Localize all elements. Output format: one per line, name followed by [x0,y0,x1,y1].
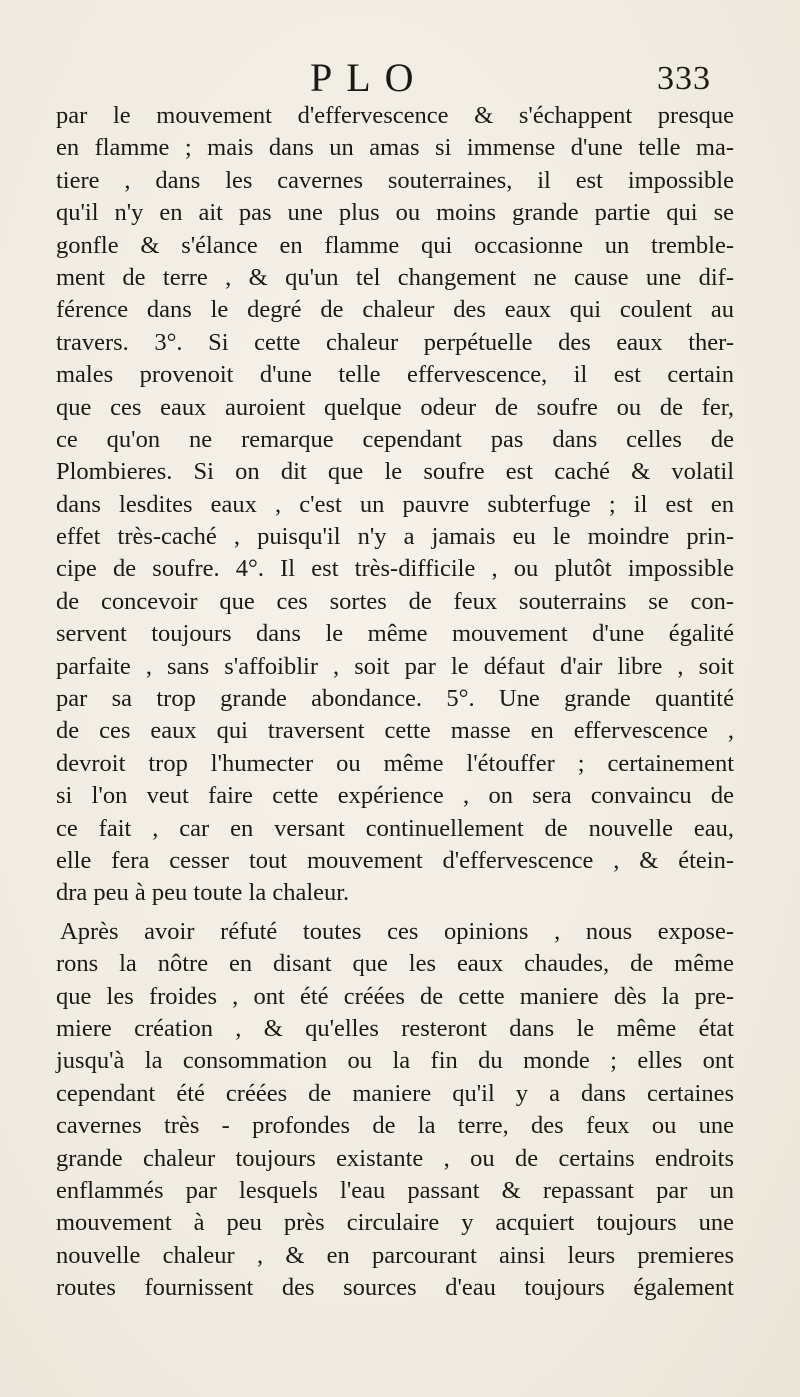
paragraph-2 [56,916,734,1305]
text-line: devroit trop l'humecter ou même l'étouffer ; certainement [56,749,734,777]
text-line: elle fera cesser tout mouvement d'effervescence , & étein- [56,846,734,874]
paragraph-1 [56,100,734,910]
text-line: ment de terre , & qu'un tel changement ne cause une dif- [56,263,734,291]
page-number: 333 [657,60,711,97]
text-line: parfaite , sans s'affoiblir , soit par le défaut d'air libre , soit [56,652,734,680]
body-text [56,100,734,1304]
text-line: cependant été créées de maniere qu'il y a dans certaines [56,1079,734,1107]
text-line: rons la nôtre en disant que les eaux chaudes, de même [56,950,734,978]
text-line: que ces eaux auroient quelque odeur de soufre ou de fer, [56,393,734,421]
text-line: travers. 3°. Si cette chaleur perpétuelle des eaux ther- [56,328,734,356]
running-head: PLO [310,55,428,100]
text-line: servent toujours dans le même mouvement d'une égalité [56,620,734,648]
text-line: miere création , & qu'elles resteront dans le même état [56,1014,734,1042]
text-line: effet très-caché , puisqu'il n'y a jamais eu le moindre prin- [56,523,734,551]
text-line: jusqu'à la consommation ou la fin du monde ; elles ont [56,1047,734,1075]
text-line: dra peu à peu toute la chaleur. [56,879,350,907]
text-line: Plombieres. Si on dit que le soufre est caché & volatil [56,458,734,486]
text-line: dans lesdites eaux , c'est un pauvre subterfuge ; il est en [56,490,734,518]
text-line: férence dans le degré de chaleur des eaux qui coulent au [56,296,734,324]
text-line: de concevoir que ces sortes de feux souterrains se con- [56,587,734,615]
text-line: ce qu'on ne remarque cependant pas dans celles de [56,425,734,453]
text-line: gonfle & s'élance en flamme qui occasionne un tremble- [56,231,734,259]
text-line: Après avoir réfuté toutes ces opinions , nous expose- [60,917,734,945]
text-line: routes fournissent des sources d'eau toujours également [56,1274,734,1302]
text-line: tiere , dans les cavernes souterraines, il est impossible [56,166,734,194]
text-line: ce fait , car en versant continuellement de nouvelle eau, [56,814,734,842]
text-line: cipe de soufre. 4°. Il est très-difficile , ou plutôt impossible [56,555,734,583]
text-line: cavernes très - profondes de la terre, des feux ou une [56,1112,734,1140]
text-line: si l'on veut faire cette expérience , on sera convaincu de [56,782,734,810]
text-line: nouvelle chaleur , & en parcourant ainsi leurs premieres [56,1241,734,1269]
text-line: mouvement à peu près circulaire y acquiert toujours une [56,1209,734,1237]
page-header [0,50,800,100]
text-line: de ces eaux qui traversent cette masse en effervescence , [56,717,734,745]
text-line: par le mouvement d'effervescence & s'échappent presque [56,102,734,129]
text-line: par sa trop grande abondance. 5°. Une grande quantité [56,685,734,713]
text-line: en flamme ; mais dans un amas si immense d'une telle ma- [56,134,734,162]
text-line: grande chaleur toujours existante , ou de certains endroits [56,1144,734,1172]
text-line: qu'il n'y en ait pas une plus ou moins grande partie qui se [56,199,734,227]
text-line: enflammés par lesquels l'eau passant & repassant par un [56,1176,734,1204]
text-line: males provenoit d'une telle effervescence, il est certain [56,361,734,389]
text-line: que les froides , ont été créées de cette maniere dès la pre- [56,982,734,1010]
